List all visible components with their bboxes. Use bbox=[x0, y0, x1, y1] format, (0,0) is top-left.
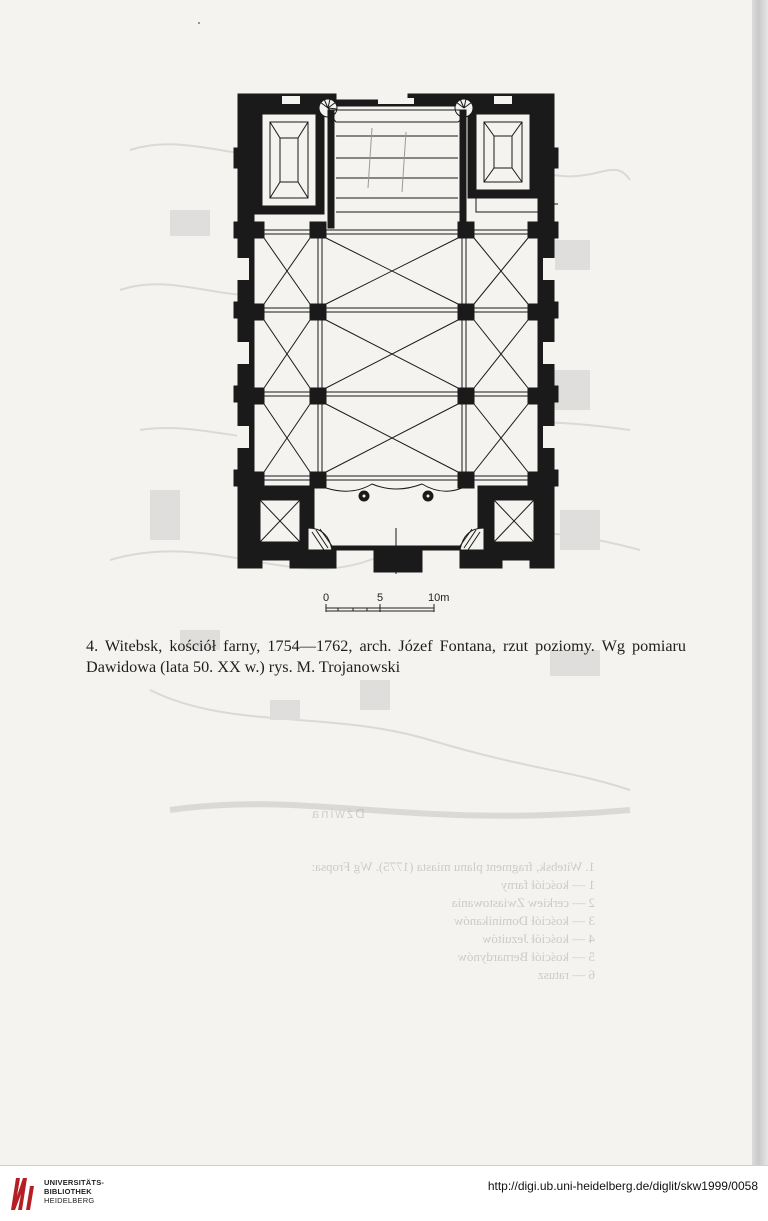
university-library-logo-icon[interactable] bbox=[8, 1174, 38, 1212]
scale-label-0: 0 bbox=[323, 592, 330, 604]
scale-label-5: 5 bbox=[377, 592, 384, 604]
logo-line: HEIDELBERG bbox=[44, 1196, 95, 1205]
show-through-caption bbox=[311, 858, 595, 984]
show-through-line: 5 — kościół Bernardynów bbox=[457, 949, 595, 964]
logo-line: BIBLIOTHEK bbox=[44, 1187, 92, 1196]
figure-caption: 4. Witebsk, kościół farny, 1754—1762, arch. Józef Fontana, rzut poziomy. Wg pomiaru Dawidowa (lata 50. XX w.) rys. M. Trojanowski bbox=[86, 637, 686, 676]
show-through-line: 6 — ratusz bbox=[537, 967, 595, 982]
permalink-url[interactable]: http://digi.ub.uni-heidelberg.de/diglit/skw1999/0058 bbox=[487, 1179, 758, 1193]
scale-bar bbox=[318, 590, 488, 620]
show-through-line: 1. Witebsk, fragment planu miasta (1775). Wg Fropsa: bbox=[311, 859, 595, 874]
show-through-line: 3 — kościół Dominikanów bbox=[453, 913, 595, 928]
show-through-line: 1 — kościół farny bbox=[500, 877, 595, 892]
show-through-line: 2 — cerkiew Zwiastowania bbox=[451, 895, 595, 910]
logo-line: UNIVERSITÄTS- bbox=[44, 1178, 105, 1187]
page-edge-shadow bbox=[752, 0, 768, 1165]
viewer-footer bbox=[0, 1165, 768, 1221]
scale-label-10m: 10m bbox=[428, 592, 450, 604]
library-logo-text[interactable] bbox=[44, 1178, 104, 1205]
show-through-line: 4 — kościół Jezuitów bbox=[481, 931, 595, 946]
show-through-river-label: Dźwina bbox=[310, 806, 365, 821]
floor-plan-drawing bbox=[232, 88, 560, 578]
page-speck bbox=[198, 22, 200, 24]
